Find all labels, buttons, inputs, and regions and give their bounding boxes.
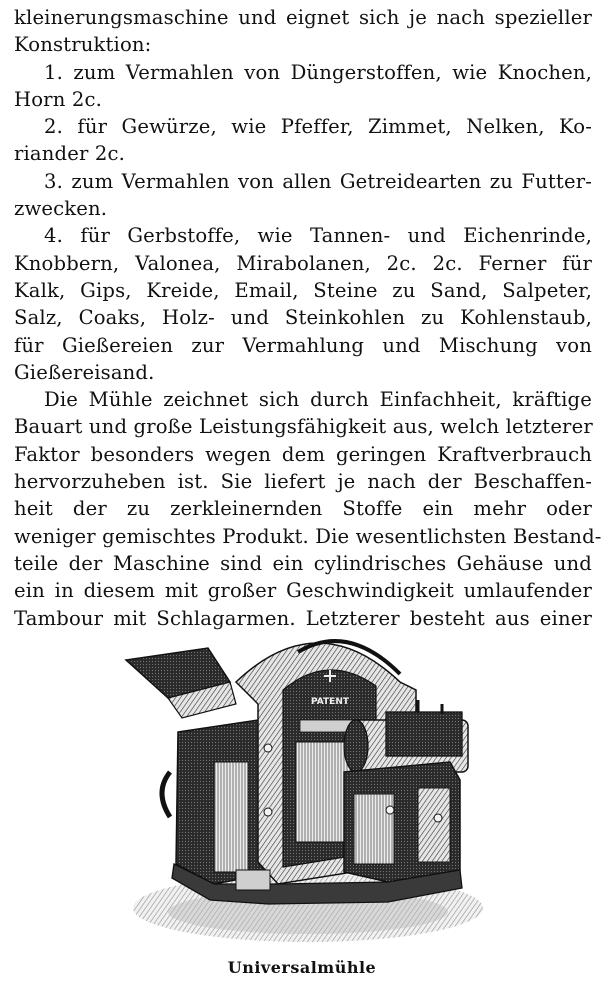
text-line: Gießereisand. <box>14 360 155 384</box>
text-line: Knobbern, Valonea, Mirabolanen, 2c. 2c. Ferner für <box>14 251 592 275</box>
list-item-3: 3. zum Vermahlen von allen Getreidearten zu Futter- <box>44 169 592 193</box>
text-line: teile der Maschine sind ein cylindrisches Gehäuse und <box>14 551 592 575</box>
text-line: kleinerungsmaschine und eignet sich je nach spezieller <box>14 6 592 29</box>
patent-plate-text: PATENT <box>311 697 349 707</box>
paragraph-start: Die Mühle zeichnet sich durch Einfachheit, kräftige <box>44 388 592 412</box>
text-line: Tambour mit Schlagarmen. Letzterer besteht aus einer <box>14 606 592 630</box>
text-line: Bauart und große Leistungsfähigkeit aus, welch letzterer <box>14 415 593 439</box>
text-line: heit der zu zerkleinernden Stoffe ein mehr oder <box>14 497 592 521</box>
list-item-1: 1. zum Vermahlen von Düngerstoffen, wie Knochen, <box>44 60 592 84</box>
text-line: Salz, Coaks, Holz- und Steinkohlen zu Kohlenstaub, <box>14 306 592 330</box>
text-line: weniger gemischtes Produkt. Die wesentlichsten Bestand- <box>14 524 602 548</box>
figure-caption: Universalmühle <box>227 958 377 977</box>
list-item-4: 4. für Gerbstoffe, wie Tannen- und Eichenrinde, <box>44 224 592 248</box>
mill-illustration <box>118 612 494 948</box>
text-line: für Gießereien zur Vermahlung und Mischung von <box>14 333 592 357</box>
text-line: hervorzuheben ist. Sie liefert je nach der Beschaffen- <box>14 470 592 494</box>
list-item-2: 2. für Gewürze, wie Pfeffer, Zimmet, Nelken, Ko- <box>44 115 592 139</box>
body-text <box>14 4 602 632</box>
text-line: Faktor besonders wegen dem geringen Kraftverbrauch <box>14 442 592 466</box>
text-line: ein in diesem mit großer Geschwindigkeit umlaufender <box>14 579 592 603</box>
text-line: riander 2c. <box>14 142 125 166</box>
text-line: zwecken. <box>14 197 108 221</box>
text-line: Kalk, Gips, Kreide, Email, Steine zu Sand, Salpeter, <box>14 278 592 302</box>
text-line: Konstruktion: <box>14 33 152 57</box>
text-line: Horn 2c. <box>14 87 102 111</box>
